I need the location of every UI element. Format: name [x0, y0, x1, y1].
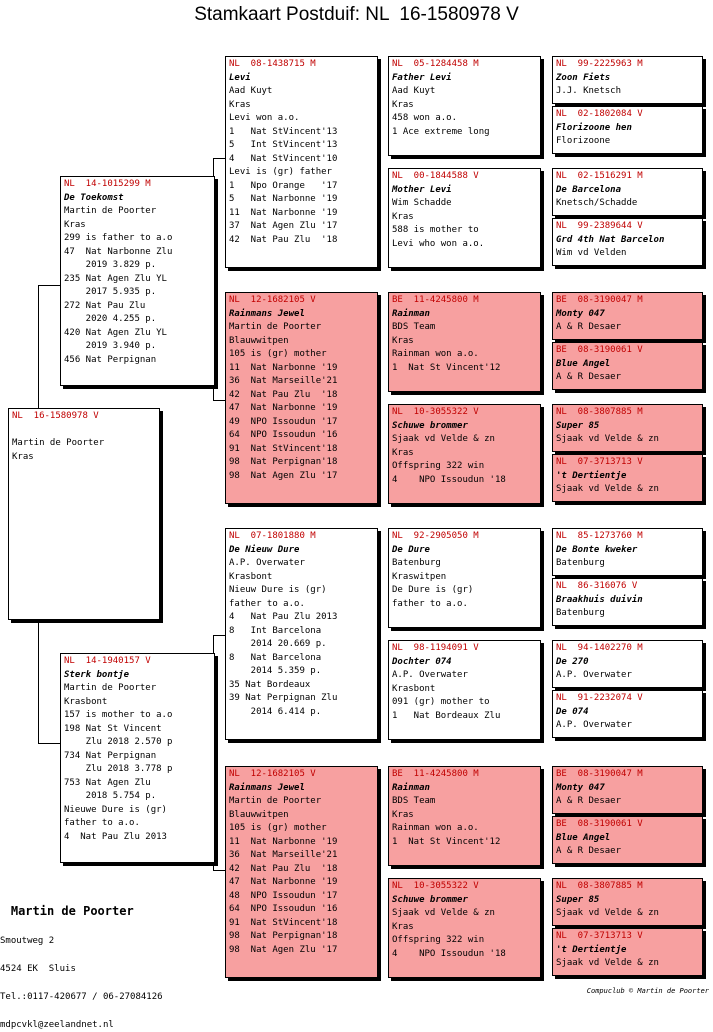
pigeon-name: Schuwe brommer — [392, 420, 468, 431]
card-text-line: Kraswitpen — [392, 571, 447, 582]
card-text-line: 1 Nat St Vincent'12 — [392, 362, 501, 373]
pedigree-card-g9 — [552, 528, 703, 576]
card-text-line: Zlu 2018 3.778 p — [64, 764, 173, 774]
pigeon-name: 't Dertientje — [556, 944, 627, 955]
card-text-line: 8 Int Barcelona — [229, 625, 322, 636]
pigeon-name: Braakhuis duivin — [556, 594, 643, 605]
owner-phone: Tel.:0117-420677 / 06-27084126 — [0, 992, 163, 1002]
pedigree-card-subject — [8, 408, 160, 620]
pedigree-card-g13 — [552, 766, 703, 814]
connector-line — [38, 285, 39, 410]
pigeon-name: Sterk bontje — [64, 669, 130, 680]
card-text-line: Levi is (gr) father — [229, 167, 332, 177]
pedigree-card-mm — [225, 766, 378, 978]
card-text-line: Levi won a.o. — [229, 113, 300, 123]
card-text-line: 091 (gr) mother to — [392, 697, 490, 707]
pedigree-card-mmf — [388, 766, 541, 866]
card-text-line: 272 Nat Pau Zlu — [64, 300, 146, 311]
pigeon-name: Monty 047 — [556, 782, 605, 793]
card-text-line: 1 Nat Bordeaux Zlu — [392, 710, 501, 721]
card-text-line: 11 Nat Narbonne '19 — [229, 207, 338, 218]
card-text-line: 36 Nat Marseille'21 — [229, 850, 338, 860]
ring-number: NL 12-1682105 V — [229, 769, 316, 779]
pedigree-card-g2 — [552, 106, 703, 154]
pigeon-name: De Barcelona — [556, 184, 622, 195]
card-text-line: Kras — [392, 99, 414, 110]
card-text-line: Kras — [392, 809, 414, 820]
pigeon-name: Rainmans Jewel — [229, 782, 305, 793]
card-text-line: 37 Nat Agen Zlu '17 — [229, 221, 338, 231]
card-text-line: Krasbont — [64, 696, 108, 707]
card-text-line: 299 is father to a.o — [64, 233, 173, 243]
card-text-line: 4 NPO Issoudun '18 — [392, 474, 506, 485]
card-text-line: BDS Team — [392, 322, 436, 332]
card-text-line: 734 Nat Perpignan — [64, 750, 157, 761]
ring-number: NL 16-1580978 V — [12, 411, 99, 421]
card-text-line: 753 Nat Agen Zlu — [64, 777, 151, 788]
card-text-line: 4 Nat Pau Zlu 2013 — [229, 612, 338, 622]
pigeon-name: 't Dertientje — [556, 470, 627, 481]
card-text-line: 4 NPO Issoudun '18 — [392, 948, 506, 959]
card-text-line: 2014 6.414 p. — [229, 706, 322, 717]
card-text-line: 36 Nat Marseille'21 — [229, 376, 338, 386]
card-text-line: 98 Nat Perpignan'18 — [229, 457, 338, 467]
card-text-line: Batenburg — [392, 558, 441, 568]
card-text-line: 11 Nat Narbonne '19 — [229, 836, 338, 847]
pedigree-card-mf — [225, 528, 378, 740]
pedigree-card-g8 — [552, 454, 703, 502]
ring-number: NL 07-3713713 V — [556, 931, 643, 941]
pigeon-name: Rainmans Jewel — [229, 308, 305, 319]
card-text-line: Kras — [392, 211, 414, 222]
card-text-line: BDS Team — [392, 796, 436, 806]
owner-name: Martin de Poorter — [10, 904, 134, 918]
card-text-line: A & R Desaer — [556, 846, 622, 856]
card-text-line: 1 Ace extreme long — [392, 126, 490, 137]
connector-line — [213, 870, 225, 871]
card-text-line: 458 won a.o. — [392, 113, 458, 123]
card-text-line: 105 is (gr) mother — [229, 823, 327, 833]
card-text-line: 4 Nat Pau Zlu 2013 — [64, 831, 167, 842]
card-text-line: 98 Nat Agen Zlu '17 — [229, 470, 338, 481]
card-text-line: Sjaak vd Velde & zn — [556, 908, 659, 918]
card-text-line: J.J. Knetsch — [556, 86, 622, 96]
card-text-line: 47 Nat Narbonne '19 — [229, 877, 338, 887]
connector-line — [213, 400, 225, 401]
card-text-line: Krasbont — [392, 683, 436, 694]
pigeon-name: Levi — [229, 72, 251, 83]
card-text-line: A.P. Overwater — [229, 558, 305, 568]
pedigree-card-mfm — [388, 640, 541, 740]
card-text-line: 42 Nat Pau Zlu '18 — [229, 389, 338, 400]
card-text-line: Kras — [229, 99, 251, 110]
ring-number: NL 02-1516291 M — [556, 171, 643, 181]
owner-street: Smoutweg 2 — [0, 936, 55, 946]
card-text-line: 48 NPO Issoudun '17 — [229, 890, 338, 901]
card-text-line: Martin de Poorter — [229, 796, 322, 806]
pigeon-name: Rainman — [392, 782, 430, 793]
card-text-line: 420 Nat Agen Zlu YL — [64, 327, 167, 338]
card-text-line: Martin de Poorter — [229, 322, 322, 332]
card-text-line: Kras — [392, 335, 414, 346]
pedigree-card-g15 — [552, 878, 703, 926]
ring-number: NL 98-1194091 V — [392, 643, 479, 653]
pedigree-card-g16 — [552, 928, 703, 976]
ring-number: NL 99-2225963 M — [556, 59, 643, 69]
card-text-line: 235 Nat Agen Zlu YL — [64, 273, 167, 284]
connector-line — [38, 285, 62, 286]
connector-line — [213, 635, 225, 636]
card-text-line: 5 Int StVincent'13 — [229, 140, 338, 150]
card-text-line: 2014 20.669 p. — [229, 639, 327, 649]
card-text-line: 64 NPO Issoudun '16 — [229, 430, 338, 440]
ring-number: NL 00-1844588 V — [392, 171, 479, 181]
card-text-line: Sjaak vd Velde & zn — [556, 434, 659, 444]
owner-email[interactable]: mdpcvkl@zeelandnet.nl — [0, 1020, 114, 1030]
card-text-line: 2019 3.829 p. — [64, 260, 157, 270]
ring-number: BE 08-3190047 M — [556, 295, 643, 305]
pigeon-name: Schuwe brommer — [392, 894, 468, 905]
card-text-line: Blauwwitpen — [229, 335, 289, 346]
pigeon-name: De Toekomst — [64, 192, 124, 203]
pedigree-card-ff — [225, 56, 378, 268]
ring-number: NL 92-2905050 M — [392, 531, 479, 541]
card-text-line: 2017 5.935 p. — [64, 287, 157, 297]
pedigree-card-g11 — [552, 640, 703, 688]
card-text-line: 2014 5.359 p. — [229, 666, 322, 676]
ring-number: NL 10-3055322 V — [392, 881, 479, 891]
ring-number: BE 08-3190061 V — [556, 819, 643, 829]
card-text-line: 456 Nat Perpignan — [64, 354, 157, 365]
card-text-line: A & R Desaer — [556, 372, 622, 382]
card-text-line: 1 Nat St Vincent'12 — [392, 836, 501, 847]
card-text-line: Offspring 322 win — [392, 935, 485, 945]
pigeon-name: Rainman — [392, 308, 430, 319]
card-text-line: 91 Nat StVincent'18 — [229, 443, 338, 454]
pedigree-card-g1 — [552, 56, 703, 104]
card-text-line: Sjaak vd Velde & zn — [556, 484, 659, 494]
pigeon-name: De 270 — [556, 656, 589, 667]
card-text-line: Levi who won a.o. — [392, 238, 485, 249]
card-text-line: Knetsch/Schadde — [556, 198, 638, 208]
card-text-line: A.P. Overwater — [556, 720, 632, 730]
owner-city: 4524 EK Sluis — [0, 964, 76, 974]
pedigree-card-g10 — [552, 578, 703, 626]
ring-number: BE 08-3190061 V — [556, 345, 643, 355]
ring-number: NL 14-1015299 M — [64, 179, 151, 189]
card-text-line: 1 Npo Orange '17 — [229, 180, 338, 191]
card-text-line: 11 Nat Narbonne '19 — [229, 362, 338, 373]
ring-number: NL 08-3807885 M — [556, 881, 643, 891]
ring-number: NL 86-316076 V — [556, 581, 638, 591]
card-text-line: A.P. Overwater — [392, 670, 468, 680]
card-text-line: 42 Nat Pau Zlu '18 — [229, 863, 338, 874]
card-text-line: Sjaak vd Velde & zn — [556, 958, 659, 968]
ring-number: NL 07-3713713 V — [556, 457, 643, 467]
card-text-line: 64 NPO Issoudun '16 — [229, 904, 338, 914]
card-text-line: Krasbont — [229, 571, 273, 582]
ring-number: BE 11-4245800 M — [392, 295, 479, 305]
ring-number: NL 10-3055322 V — [392, 407, 479, 417]
card-text-line: Rainman won a.o. — [392, 349, 479, 359]
card-text-line: Batenburg — [556, 558, 605, 568]
ring-number: NL 99-2389644 V — [556, 221, 643, 231]
card-text-line: 35 Nat Bordeaux — [229, 679, 311, 690]
pigeon-name: Super 85 — [556, 420, 600, 431]
ring-number: NL 91-2232074 V — [556, 693, 643, 703]
pedigree-card-fmm — [388, 404, 541, 504]
card-text-line: Martin de Poorter — [64, 206, 157, 216]
pigeon-name: Florizoone hen — [556, 122, 632, 133]
ring-number: NL 02-1802084 V — [556, 109, 643, 119]
ring-number: NL 12-1682105 V — [229, 295, 316, 305]
card-text-line: A & R Desaer — [556, 322, 622, 332]
card-text-line: Kras — [12, 451, 34, 462]
card-text-line: 5 Nat Narbonne '19 — [229, 194, 338, 204]
card-text-line: Martin de Poorter — [12, 438, 105, 448]
pedigree-card-fm — [225, 292, 378, 504]
pedigree-card-mother — [60, 653, 215, 863]
card-text-line: A & R Desaer — [556, 796, 622, 806]
ring-number: NL 07-1801880 M — [229, 531, 316, 541]
pedigree-card-g12 — [552, 690, 703, 738]
card-text-line: 1 Nat StVincent'13 — [229, 126, 338, 137]
card-text-line: 2020 4.255 p. — [64, 314, 157, 324]
pedigree-card-father — [60, 176, 215, 386]
card-text-line: Florizoone — [556, 136, 611, 146]
card-text-line: Nieuw Dure is (gr) — [229, 585, 327, 595]
ring-number: BE 08-3190047 M — [556, 769, 643, 779]
ring-number: NL 14-1940157 V — [64, 656, 151, 666]
card-text-line: 49 NPO Issoudun '17 — [229, 416, 338, 427]
pedigree-card-mff — [388, 528, 541, 628]
pedigree-card-g14 — [552, 816, 703, 864]
card-text-line: father to a.o. — [229, 598, 305, 609]
card-text-line: 91 Nat StVincent'18 — [229, 917, 338, 928]
card-text-line: De Dure is (gr) — [392, 585, 474, 595]
page-title: Stamkaart Postduif: NL 16-1580978 V — [194, 4, 519, 25]
pedigree-card-g7 — [552, 404, 703, 452]
card-text-line: 2019 3.940 p. — [64, 341, 157, 351]
card-text-line: A.P. Overwater — [556, 670, 632, 680]
card-text-line: Nieuwe Dure is (gr) — [64, 804, 167, 815]
ring-number: NL 94-1402270 M — [556, 643, 643, 653]
card-text-line: 47 Nat Narbonne Zlu — [64, 246, 173, 257]
ring-number: NL 85-1273760 M — [556, 531, 643, 541]
pedigree-card-g4 — [552, 218, 703, 266]
pigeon-name: Monty 047 — [556, 308, 605, 319]
pedigree-card-g5 — [552, 292, 703, 340]
pedigree-card-fff — [388, 56, 541, 156]
connector-line — [38, 743, 62, 744]
card-text-line: Kras — [64, 219, 86, 230]
card-text-line: Kras — [392, 447, 414, 458]
card-text-line: Aad Kuyt — [392, 86, 436, 96]
card-text-line: father to a.o. — [392, 598, 468, 609]
pigeon-name: Blue Angel — [556, 832, 611, 843]
card-text-line: Aad Kuyt — [229, 86, 273, 96]
card-text-line: 47 Nat Narbonne '19 — [229, 403, 338, 413]
card-text-line: 42 Nat Pau Zlu '18 — [229, 234, 338, 245]
owner-block — [0, 890, 163, 1032]
pedigree-card-mmm — [388, 878, 541, 978]
card-text-line: 157 is mother to a.o — [64, 710, 173, 720]
card-text-line: father to a.o. — [64, 818, 140, 828]
card-text-line: Sjaak vd Velde & zn — [392, 434, 495, 444]
connector-line — [213, 158, 225, 159]
card-text-line: Zlu 2018 2.570 p — [64, 737, 173, 747]
pigeon-name: De Bonte kweker — [556, 544, 638, 555]
ring-number: NL 08-1438715 M — [229, 59, 316, 69]
card-text-line: Martin de Poorter — [64, 683, 157, 693]
card-text-line: Batenburg — [556, 608, 605, 618]
card-text-line: 4 Nat StVincent'10 — [229, 153, 338, 164]
card-text-line: 105 is (gr) mother — [229, 349, 327, 359]
card-text-line: Offspring 322 win — [392, 461, 485, 471]
ring-number: NL 05-1284458 M — [392, 59, 479, 69]
ring-number: BE 11-4245800 M — [392, 769, 479, 779]
pigeon-name: De Nieuw Dure — [229, 544, 300, 555]
pigeon-name: Blue Angel — [556, 358, 611, 369]
card-text-line: Rainman won a.o. — [392, 823, 479, 833]
pedigree-card-g6 — [552, 342, 703, 390]
pedigree-card-fmf — [388, 292, 541, 392]
card-text-line: Wim Schadde — [392, 198, 452, 208]
card-text-line: Wim vd Velden — [556, 248, 627, 258]
pigeon-name: Grd 4th Nat Barcelon — [556, 234, 665, 245]
pigeon-name: Dochter 074 — [392, 656, 452, 667]
pigeon-name: Mother Levi — [392, 184, 452, 195]
card-text-line: Sjaak vd Velde & zn — [392, 908, 495, 918]
pigeon-name — [12, 424, 156, 438]
pigeon-name: De 074 — [556, 706, 589, 717]
card-text-line: 8 Nat Barcelona — [229, 652, 322, 663]
pigeon-name: Zoon Fiets — [556, 72, 611, 83]
card-text-line: 39 Nat Perpignan Zlu — [229, 693, 338, 703]
card-text-line: 98 Nat Perpignan'18 — [229, 931, 338, 941]
ring-number: NL 08-3807885 M — [556, 407, 643, 417]
connector-line — [38, 618, 39, 743]
pigeon-name: De Dure — [392, 544, 430, 555]
pedigree-card-ffm — [388, 168, 541, 268]
card-text-line: 2018 5.754 p. — [64, 791, 157, 801]
card-text-line: Blauwwitpen — [229, 809, 289, 820]
card-text-line: 198 Nat St Vincent — [64, 723, 162, 734]
pedigree-card-g3 — [552, 168, 703, 216]
pigeon-name: Super 85 — [556, 894, 600, 905]
card-text-line: 98 Nat Agen Zlu '17 — [229, 944, 338, 955]
credit-text: Compuclub © Martin de Poorter — [586, 987, 709, 995]
pigeon-name: Father Levi — [392, 72, 452, 83]
card-text-line: Kras — [392, 921, 414, 932]
card-text-line: 588 is mother to — [392, 225, 479, 235]
